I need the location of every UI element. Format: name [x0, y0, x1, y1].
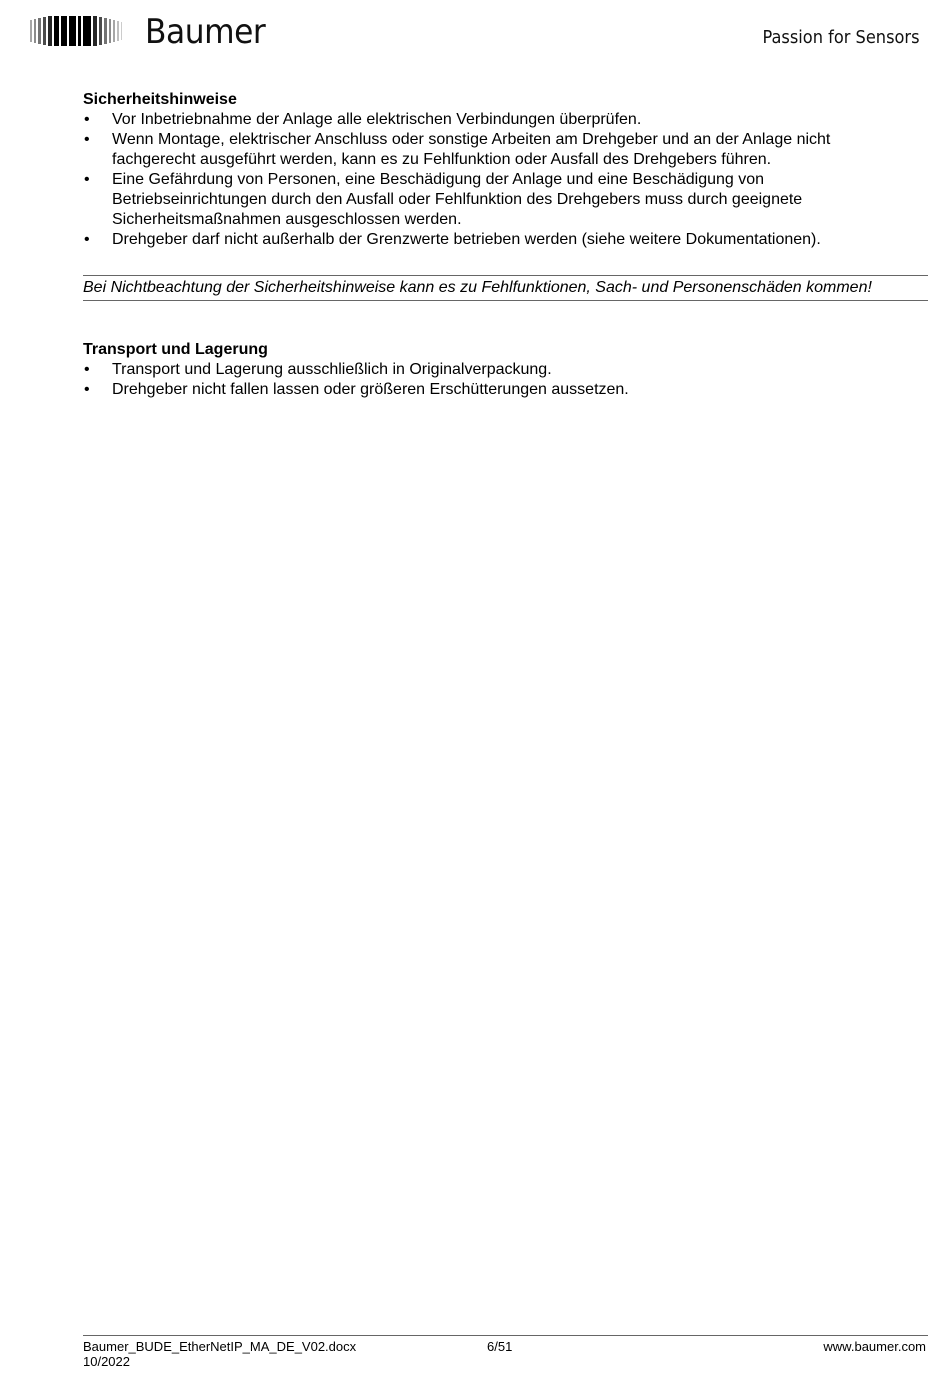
safety-list [83, 110, 913, 250]
safety-section [83, 90, 913, 250]
footer-page-number: 6/51 [487, 1339, 513, 1354]
footer-website: www.baumer.com [823, 1339, 926, 1354]
transport-list [83, 360, 928, 400]
page-footer [83, 1335, 928, 1369]
list-item: • Drehgeber darf nicht außerhalb der Grenzwerte betrieben werden (siehe weitere Dokumentationen). [83, 230, 913, 250]
footer-filename: Baumer_BUDE_EtherNetIP_MA_DE_V02.docx [83, 1339, 357, 1354]
footer-doc-info [83, 1339, 356, 1369]
list-item: • Drehgeber nicht fallen lassen oder größeren Erschütterungen aussetzen. [83, 380, 928, 400]
baumer-logo-icon [30, 16, 130, 46]
list-item: • Eine Gefährdung von Personen, eine Beschädigung der Anlage und eine Beschädigung von Betriebseinrichtungen durch den Ausfall oder Fehlfunktion des Drehgebers muss durch geeignete Sicherheitsmaßnahmen ausgeschlossen werden. [83, 170, 913, 230]
list-item: • Vor Inbetriebnahme der Anlage alle elektrischen Verbindungen überprüfen. [83, 110, 913, 130]
page-header [30, 14, 920, 50]
safety-heading: Sicherheitshinweise [83, 91, 237, 108]
list-item: • Wenn Montage, elektrischer Anschluss oder sonstige Arbeiten am Drehgeber und an der Anlage nicht fachgerecht ausgeführt werden, kann es zu Fehlfunktion oder Ausfall des Drehgebers führen. [83, 130, 913, 170]
transport-heading: Transport und Lagerung [83, 341, 268, 358]
list-item: • Transport und Lagerung ausschließlich in Originalverpackung. [83, 360, 928, 380]
footer-date: 10/2022 [83, 1354, 130, 1369]
brand-name: Baumer [145, 12, 266, 52]
brand-tagline: Passion for Sensors [762, 27, 920, 48]
warning-note [83, 275, 928, 301]
warning-note-text: Bei Nichtbeachtung der Sicherheitshinweise kann es zu Fehlfunktionen, Sach- und Personenschäden kommen! [83, 279, 872, 296]
transport-section [83, 340, 928, 400]
